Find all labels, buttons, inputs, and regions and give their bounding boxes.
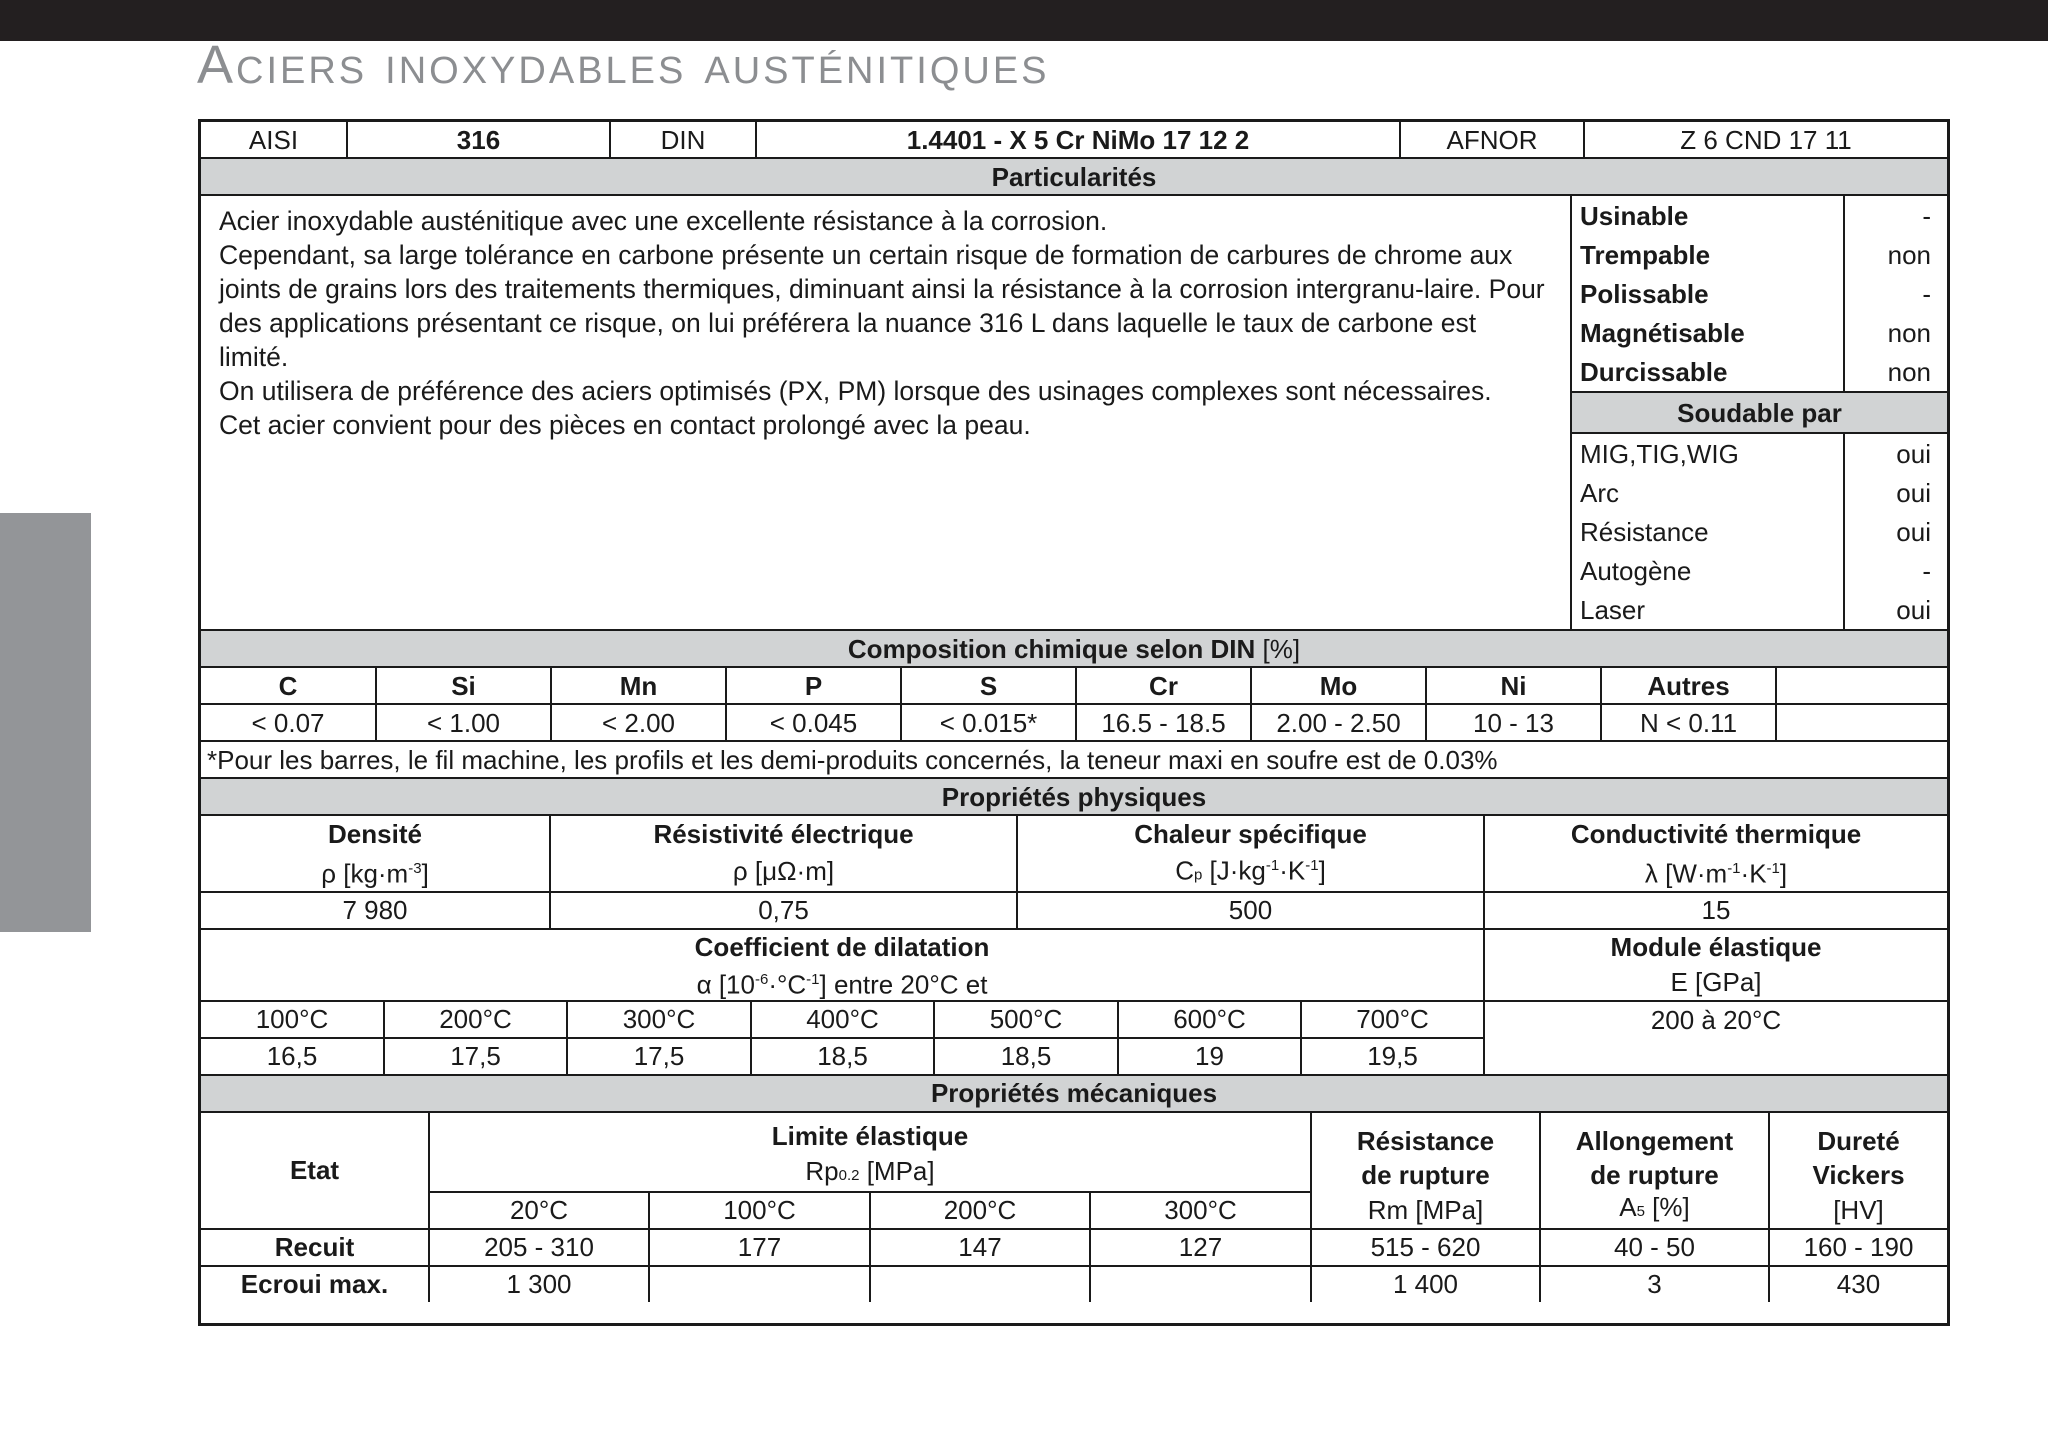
element-si: Si (376, 667, 551, 704)
rupture-label (1311, 1112, 1540, 1192)
dilatation-unit-sup2: -1 (806, 970, 820, 988)
prop-magnetisable-label: Magnétisable (1580, 317, 1745, 348)
prop-magnetisable-value: non (1844, 313, 1947, 352)
element-mn: Mn (551, 667, 726, 704)
resistivite-unit: ρ [μΩ·m] (550, 851, 1017, 892)
value-s: < 0.015* (901, 704, 1076, 741)
prop-polissable-value: - (1844, 274, 1947, 313)
conductivite-unit-c: ] (1779, 858, 1788, 889)
allong-unit-a: A (1619, 1192, 1637, 1223)
dil-value-300: 17,5 (567, 1038, 751, 1075)
conductivite-unit-b: ·K (1740, 858, 1767, 889)
row-ecroui-v20: 1 300 (429, 1266, 649, 1302)
chaleur-unit-c2: ] (1318, 855, 1326, 886)
conductivite-unit-a: λ [W·m (1644, 858, 1728, 889)
dilatation-label: Coefficient de dilatation (201, 930, 1484, 965)
soud-mig-label: MIG,TIG,WIG (1580, 438, 1739, 469)
aisi-label: AISI (201, 122, 347, 158)
conductivite-unit (1484, 851, 1947, 892)
limite-unit (429, 1156, 1311, 1192)
meca-temp-200: 200°C (870, 1192, 1090, 1229)
afnor-value: Z 6 CND 17 11 (1584, 122, 1947, 158)
dilatation-table (201, 930, 1947, 1076)
dil-value-400: 18,5 (751, 1038, 934, 1075)
soud-resistance-value: oui (1844, 512, 1947, 551)
chaleur-unit-sup1: -1 (1265, 857, 1280, 874)
chaleur-unit-c: C (1175, 855, 1194, 886)
dil-temp-100: 100°C (201, 1001, 384, 1038)
soudable-heading: Soudable par (1572, 392, 1947, 433)
value-ni: 10 - 13 (1426, 704, 1601, 741)
composition-unit: [%] (1262, 633, 1301, 664)
composition-footnote: *Pour les barres, le fil machine, les profils et les demi-produits concernés, la teneur maxi en soufre est de 0.03% (201, 741, 1947, 778)
durete-l1: Dureté (1817, 1125, 1900, 1156)
allong-unit-sub: 5 (1636, 1203, 1645, 1221)
soud-autogene-label: Autogène (1580, 555, 1692, 586)
description-paragraph: On utilisera de préférence des aciers optimisés (PX, PM) lorsque des usinages complexes sont nécessaires. (219, 376, 1492, 406)
chaleur-unit-a: [J·kg (1202, 855, 1266, 886)
module-empty (1484, 1038, 1947, 1075)
chaleur-value: 500 (1017, 892, 1484, 929)
densite-unit-post: ] (421, 858, 429, 889)
prop-trempable-label: Trempable (1580, 239, 1711, 270)
din-label: DIN (610, 122, 756, 158)
row-recuit-etat: Recuit (201, 1229, 429, 1266)
durete-unit: [HV] (1769, 1192, 1947, 1229)
dil-temp-500: 500°C (934, 1001, 1118, 1038)
value-c: < 0.07 (201, 704, 376, 741)
dil-temp-600: 600°C (1118, 1001, 1301, 1038)
etat-label: Etat (201, 1112, 429, 1229)
row-ecroui-etat: Ecroui max. (201, 1266, 429, 1302)
composition-heading-text: Composition chimique selon DIN (847, 633, 1256, 664)
limite-unit-sub: 0.2 (838, 1166, 860, 1184)
description-paragraph: Cet acier convient pour des pièces en contact prolongé avec la peau. (219, 410, 1031, 440)
row-recuit-v300: 127 (1090, 1229, 1311, 1266)
dil-temp-300: 300°C (567, 1001, 751, 1038)
dil-value-100: 16,5 (201, 1038, 384, 1075)
element-autres: Autres (1601, 667, 1776, 704)
description-paragraph: Cependant, sa large tolérance en carbone présente un certain risque de formation de carbures de chrome aux joints de grains lors des traitements thermiques, diminuant ainsi la résistance à la corrosion intergranu-laire. Pour des applications présentant ce risque, on lui préférera la nuance 316 L dans laquelle le taux de carbone est limité. (219, 240, 1545, 372)
soud-autogene-value: - (1844, 551, 1947, 590)
limite-label: Limite élastique (429, 1112, 1311, 1156)
durete-label (1769, 1112, 1947, 1192)
row-ecroui-v100 (649, 1266, 870, 1302)
row-recuit-v200: 147 (870, 1229, 1090, 1266)
densite-label: Densité (201, 815, 550, 851)
physiques-heading: Propriétés physiques (201, 779, 1947, 815)
side-tab (0, 513, 91, 932)
dil-temp-700: 700°C (1301, 1001, 1484, 1038)
densite-unit-pre: ρ [kg·m (321, 858, 409, 889)
row-ecroui-hv: 430 (1769, 1266, 1947, 1302)
conductivite-value: 15 (1484, 892, 1947, 929)
dilatation-unit (201, 965, 1484, 1001)
densite-unit-sup: -3 (408, 859, 422, 877)
densite-value: 7 980 (201, 892, 550, 929)
element-cr: Cr (1076, 667, 1251, 704)
dil-value-600: 19 (1118, 1038, 1301, 1075)
datasheet (198, 119, 1950, 1326)
particularites-heading: Particularités (201, 158, 1947, 195)
value-mn: < 2.00 (551, 704, 726, 741)
allong-label (1540, 1112, 1769, 1192)
conductivite-unit-sup2: -1 (1766, 859, 1780, 877)
properties-panel (1571, 196, 1947, 630)
value-si: < 1.00 (376, 704, 551, 741)
limite-unit-a: Rp (805, 1155, 839, 1186)
header-table (201, 122, 1947, 196)
chaleur-unit-b: ·K (1279, 855, 1306, 886)
description-paragraph: Acier inoxydable austénitique avec une excellente résistance à la corrosion. (219, 206, 1108, 236)
chaleur-unit-sub: p (1193, 866, 1203, 884)
element-s: S (901, 667, 1076, 704)
row-ecroui-v300 (1090, 1266, 1311, 1302)
din-value: 1.4401 - X 5 Cr NiMo 17 12 2 (756, 122, 1400, 158)
module-value: 200 à 20°C (1484, 1001, 1947, 1038)
limite-unit-b: [MPa] (859, 1155, 935, 1186)
row-recuit-v100: 177 (649, 1229, 870, 1266)
description (201, 196, 1571, 630)
dil-temp-400: 400°C (751, 1001, 934, 1038)
prop-usinable-label: Usinable (1580, 200, 1689, 231)
soud-laser-value: oui (1844, 590, 1947, 629)
conductivite-label: Conductivité thermique (1484, 815, 1947, 851)
dil-value-500: 18,5 (934, 1038, 1118, 1075)
page-title: Aciers inoxydables austénitiques (197, 35, 1050, 95)
meca-temp-100: 100°C (649, 1192, 870, 1229)
dil-value-200: 17,5 (384, 1038, 567, 1075)
soud-arc-value: oui (1844, 473, 1947, 512)
soud-laser-label: Laser (1580, 594, 1646, 625)
row-recuit-hv: 160 - 190 (1769, 1229, 1947, 1266)
element-c: C (201, 667, 376, 704)
aisi-value: 316 (347, 122, 610, 158)
soud-arc-label: Arc (1580, 477, 1619, 508)
module-label: Module élastique (1484, 930, 1947, 965)
prop-durcissable-label: Durcissable (1580, 356, 1728, 387)
physiques-table (201, 779, 1947, 930)
soud-mig-value: oui (1844, 433, 1947, 473)
dilatation-unit-a: α [10 (696, 969, 755, 1000)
rupture-unit: Rm [MPa] (1311, 1192, 1540, 1229)
allong-l2: de rupture (1590, 1159, 1719, 1190)
row-recuit-rm: 515 - 620 (1311, 1229, 1540, 1266)
element-empty (1776, 667, 1947, 704)
prop-durcissable-value: non (1844, 352, 1947, 392)
row-recuit-a5: 40 - 50 (1540, 1229, 1769, 1266)
dilatation-unit-b: ·°C (768, 969, 807, 1000)
rupture-l1: Résistance (1356, 1125, 1495, 1156)
element-ni: Ni (1426, 667, 1601, 704)
value-autres: N < 0.11 (1601, 704, 1776, 741)
dilatation-unit-c: ] entre 20°C et (819, 969, 988, 1000)
row-ecroui-v200 (870, 1266, 1090, 1302)
row-ecroui-rm: 1 400 (1311, 1266, 1540, 1302)
element-mo: Mo (1251, 667, 1426, 704)
durete-l2: Vickers (1812, 1159, 1905, 1190)
composition-heading (201, 631, 1947, 667)
resistivite-value: 0,75 (550, 892, 1017, 929)
row-recuit-v20: 205 - 310 (429, 1229, 649, 1266)
composition-table (201, 631, 1947, 779)
resistivite-label: Résistivité électrique (550, 815, 1017, 851)
soud-resistance-label: Résistance (1580, 516, 1709, 547)
element-p: P (726, 667, 901, 704)
prop-usinable-value: - (1844, 196, 1947, 235)
row-ecroui-a5: 3 (1540, 1266, 1769, 1302)
densite-unit (201, 851, 550, 892)
value-empty (1776, 704, 1947, 741)
mecaniques-heading: Propriétés mécaniques (201, 1076, 1947, 1112)
particularites-table (201, 196, 1947, 631)
value-cr: 16.5 - 18.5 (1076, 704, 1251, 741)
prop-polissable-label: Polissable (1580, 278, 1709, 309)
mecaniques-table (201, 1076, 1947, 1302)
conductivite-unit-sup1: -1 (1727, 859, 1741, 877)
chaleur-label: Chaleur spécifique (1017, 815, 1484, 851)
value-p: < 0.045 (726, 704, 901, 741)
meca-temp-300: 300°C (1090, 1192, 1311, 1229)
prop-trempable-value: non (1844, 235, 1947, 274)
module-unit: E [GPa] (1484, 965, 1947, 1001)
rupture-l2: de rupture (1361, 1159, 1490, 1190)
properties-list (1572, 196, 1947, 629)
meca-temp-20: 20°C (429, 1192, 649, 1229)
dilatation-unit-sup1: -6 (754, 970, 769, 988)
allong-l1: Allongement (1575, 1125, 1734, 1156)
value-mo: 2.00 - 2.50 (1251, 704, 1426, 741)
afnor-label: AFNOR (1400, 122, 1584, 158)
chaleur-unit-sup2: -1 (1305, 857, 1319, 874)
allong-unit (1540, 1192, 1769, 1229)
dil-temp-200: 200°C (384, 1001, 567, 1038)
dil-value-700: 19,5 (1301, 1038, 1484, 1075)
allong-unit-b: [%] (1644, 1192, 1690, 1223)
chaleur-unit (1017, 851, 1484, 892)
